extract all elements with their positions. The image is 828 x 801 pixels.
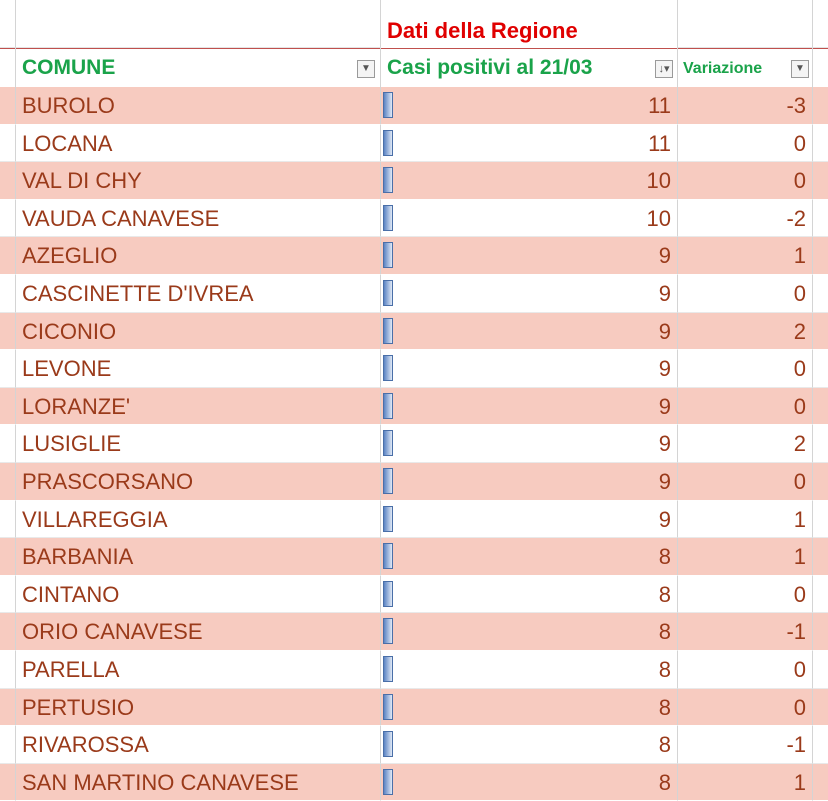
header-casi-label: Casi positivi al 21/03: [387, 56, 593, 79]
cell-casi[interactable]: [381, 237, 678, 275]
comune-name: VAL DI CHY: [22, 168, 142, 194]
comune-name: LOCANA: [22, 130, 113, 156]
cell-casi[interactable]: [381, 501, 678, 539]
cell-casi[interactable]: [381, 87, 678, 125]
cell-comune[interactable]: [16, 237, 381, 275]
cell[interactable]: [813, 463, 828, 501]
variazione-value: 0: [793, 130, 806, 156]
cell-comune[interactable]: [16, 501, 381, 539]
header-variazione[interactable]: [678, 48, 813, 87]
data-bar: [383, 242, 393, 268]
cell[interactable]: [0, 162, 16, 200]
casi-value: 8: [658, 769, 671, 795]
cell[interactable]: [813, 726, 828, 764]
cell-casi[interactable]: [381, 538, 678, 576]
casi-value: 8: [658, 657, 671, 682]
cell-casi[interactable]: [381, 613, 678, 651]
variazione-value: 0: [793, 393, 806, 419]
cell[interactable]: [813, 48, 828, 87]
data-bar: [383, 430, 393, 456]
variazione-value: 0: [793, 168, 806, 194]
cell-comune[interactable]: [16, 125, 381, 163]
comune-name: LEVONE: [22, 356, 112, 382]
data-bar: [383, 543, 393, 569]
casi-value: 8: [658, 732, 671, 758]
cell[interactable]: [0, 313, 16, 351]
comune-name: VILLAREGGIA: [22, 506, 168, 532]
table-row: [0, 651, 828, 689]
cell-variazione[interactable]: [678, 689, 813, 727]
data-bar: [383, 92, 393, 118]
cell-casi[interactable]: [381, 651, 678, 689]
cell[interactable]: [813, 350, 828, 388]
cell[interactable]: [0, 125, 16, 163]
cell[interactable]: [813, 651, 828, 689]
table-row: [0, 538, 828, 576]
casi-value: 9: [658, 318, 671, 344]
cell-comune[interactable]: [16, 651, 381, 689]
cell-variazione[interactable]: [678, 87, 813, 125]
header-casi[interactable]: [381, 48, 678, 87]
table-row: [0, 275, 828, 313]
cell-comune[interactable]: [16, 538, 381, 576]
cell-variazione[interactable]: [678, 538, 813, 576]
comune-name: PERTUSIO: [22, 694, 135, 720]
table-row: [0, 313, 828, 351]
cell[interactable]: [0, 425, 16, 463]
comune-name: PRASCORSANO: [22, 469, 194, 494]
cell[interactable]: [813, 689, 828, 727]
casi-value: 8: [658, 544, 671, 570]
comune-name: BARBANIA: [22, 544, 134, 570]
cell-casi[interactable]: [381, 576, 678, 614]
casi-value: 8: [658, 694, 671, 720]
cell[interactable]: [0, 275, 16, 313]
cell-variazione[interactable]: [678, 463, 813, 501]
header-variazione-label: Variazione: [683, 60, 763, 77]
cell[interactable]: [0, 48, 16, 87]
variazione-value: 1: [793, 544, 806, 570]
cell-casi[interactable]: [381, 425, 678, 463]
data-bar: [383, 581, 393, 607]
cell[interactable]: [0, 350, 16, 388]
cell-comune[interactable]: [16, 87, 381, 125]
cell[interactable]: [813, 425, 828, 463]
comune-name: AZEGLIO: [22, 243, 118, 269]
variazione-value: 2: [793, 431, 806, 457]
cell[interactable]: [16, 0, 381, 48]
table-row: [0, 125, 828, 163]
cell[interactable]: [813, 0, 828, 48]
cell-variazione[interactable]: [678, 162, 813, 200]
comune-name: ORIO CANAVESE: [22, 619, 203, 645]
cell[interactable]: [813, 538, 828, 576]
table-row: [0, 463, 828, 501]
casi-value: 9: [658, 243, 671, 269]
comune-name: LUSIGLIE: [22, 431, 122, 457]
variazione-value: -2: [786, 205, 806, 231]
cell-comune[interactable]: [16, 275, 381, 313]
cell[interactable]: [813, 764, 828, 801]
variazione-value: 0: [793, 694, 806, 720]
casi-value: 10: [646, 168, 671, 194]
cell[interactable]: [813, 613, 828, 651]
header-row: [0, 48, 828, 88]
table-title: Dati della Regione: [387, 18, 578, 43]
cell-variazione[interactable]: [678, 313, 813, 351]
data-bar: [383, 280, 393, 306]
cell[interactable]: [0, 651, 16, 689]
cell-casi[interactable]: [381, 275, 678, 313]
casi-value: 9: [658, 506, 671, 532]
cell-comune[interactable]: [16, 463, 381, 501]
table-row: [0, 200, 828, 238]
cell-variazione[interactable]: [678, 388, 813, 426]
cell[interactable]: [0, 501, 16, 539]
comune-name: CINTANO: [22, 581, 120, 607]
cell[interactable]: [0, 237, 16, 275]
cell[interactable]: [813, 275, 828, 313]
data-bar: [383, 393, 393, 419]
table-row: [0, 613, 828, 651]
data-bar: [383, 618, 393, 644]
cell-variazione[interactable]: [678, 425, 813, 463]
table-row: [0, 237, 828, 275]
variazione-value: 1: [793, 769, 806, 795]
cell-casi[interactable]: [381, 764, 678, 801]
data-bar: [383, 769, 393, 795]
table-row: [0, 576, 828, 614]
variazione-value: 0: [793, 657, 806, 682]
comune-name: VAUDA CANAVESE: [22, 205, 220, 231]
comune-name: CASCINETTE D'IVREA: [22, 281, 254, 306]
variazione-value: -1: [786, 619, 806, 645]
cell-variazione[interactable]: [678, 125, 813, 163]
cell-casi[interactable]: [381, 162, 678, 200]
title-row: [0, 0, 828, 49]
cell-casi[interactable]: [381, 726, 678, 764]
variazione-value: 0: [793, 581, 806, 607]
cell[interactable]: [0, 200, 16, 238]
cell-comune[interactable]: [16, 350, 381, 388]
cell-casi[interactable]: [381, 200, 678, 238]
comune-name: SAN MARTINO CANAVESE: [22, 769, 299, 795]
cell-comune[interactable]: [16, 726, 381, 764]
data-bar: [383, 656, 393, 682]
cell-variazione[interactable]: [678, 350, 813, 388]
cell-casi[interactable]: [381, 350, 678, 388]
variazione-value: 0: [793, 281, 806, 306]
data-bar: [383, 468, 393, 494]
comune-name: PARELLA: [22, 657, 120, 682]
cell-comune[interactable]: [16, 689, 381, 727]
casi-value: 9: [658, 469, 671, 494]
cell[interactable]: [0, 726, 16, 764]
variazione-value: 0: [793, 356, 806, 382]
comune-name: LORANZE': [22, 393, 131, 419]
casi-value: 8: [658, 619, 671, 645]
comune-name: BUROLO: [22, 93, 115, 118]
cell-variazione[interactable]: [678, 613, 813, 651]
cell-variazione[interactable]: [678, 501, 813, 539]
casi-value: 8: [658, 581, 671, 607]
cell-variazione[interactable]: [678, 237, 813, 275]
data-bar: [383, 130, 393, 156]
cell[interactable]: [0, 576, 16, 614]
variazione-value: 0: [793, 469, 806, 494]
data-bar: [383, 355, 393, 381]
title-cell[interactable]: [381, 0, 678, 48]
data-bar: [383, 318, 393, 344]
variazione-value: 2: [793, 318, 806, 344]
cell[interactable]: [678, 0, 813, 48]
cell[interactable]: [0, 538, 16, 576]
cell-variazione[interactable]: [678, 275, 813, 313]
cell[interactable]: [0, 388, 16, 426]
cell-variazione[interactable]: [678, 576, 813, 614]
cell-casi[interactable]: [381, 463, 678, 501]
table-row: [0, 425, 828, 463]
cell[interactable]: [813, 388, 828, 426]
cell[interactable]: [813, 576, 828, 614]
cell-comune[interactable]: [16, 388, 381, 426]
casi-value: 9: [658, 356, 671, 382]
casi-value: 11: [648, 130, 671, 156]
cell-comune[interactable]: [16, 425, 381, 463]
cell[interactable]: [813, 125, 828, 163]
table-row: [0, 726, 828, 764]
cell[interactable]: [0, 463, 16, 501]
cell-comune[interactable]: [16, 576, 381, 614]
data-bar: [383, 694, 393, 720]
cell[interactable]: [0, 689, 16, 727]
cell[interactable]: [813, 313, 828, 351]
cell[interactable]: [813, 501, 828, 539]
cell-casi[interactable]: [381, 125, 678, 163]
variazione-value: 1: [793, 506, 806, 532]
comune-name: RIVAROSSA: [22, 732, 149, 758]
data-bar: [383, 506, 393, 532]
filter-dropdown-icon[interactable]: ▼: [791, 60, 809, 78]
cell[interactable]: [813, 87, 828, 125]
cell[interactable]: [813, 162, 828, 200]
cell[interactable]: [0, 764, 16, 801]
cell[interactable]: [0, 613, 16, 651]
variazione-value: -3: [786, 93, 806, 118]
comune-name: CICONIO: [22, 318, 117, 344]
sort-descending-filter-icon[interactable]: ↓▾: [655, 60, 673, 78]
table-row: [0, 162, 828, 200]
cell-comune[interactable]: [16, 313, 381, 351]
data-bar: [383, 167, 393, 193]
cell-casi[interactable]: [381, 388, 678, 426]
cell-comune[interactable]: [16, 764, 381, 801]
table-row: [0, 764, 828, 801]
cell[interactable]: [0, 87, 16, 125]
header-comune-label: COMUNE: [22, 56, 116, 79]
cell[interactable]: [813, 237, 828, 275]
cell-variazione[interactable]: [678, 651, 813, 689]
casi-value: 11: [648, 93, 671, 118]
casi-value: 10: [646, 205, 671, 231]
cell[interactable]: [0, 0, 16, 48]
variazione-value: 1: [793, 243, 806, 269]
table-row: [0, 87, 828, 125]
cell-comune[interactable]: [16, 200, 381, 238]
casi-value: 9: [658, 281, 671, 306]
filter-dropdown-icon[interactable]: ▼: [357, 60, 375, 78]
variazione-value: -1: [786, 732, 806, 758]
table-row: [0, 501, 828, 539]
data-bar: [383, 205, 393, 231]
cell-variazione[interactable]: [678, 200, 813, 238]
casi-value: 9: [658, 393, 671, 419]
table-row: [0, 689, 828, 727]
cell-casi[interactable]: [381, 689, 678, 727]
cell-variazione[interactable]: [678, 726, 813, 764]
header-comune[interactable]: [16, 48, 381, 87]
casi-value: 9: [658, 431, 671, 457]
table-row: [0, 350, 828, 388]
cell-variazione[interactable]: [678, 764, 813, 801]
table-row: [0, 388, 828, 426]
cell-comune[interactable]: [16, 613, 381, 651]
data-bar: [383, 731, 393, 757]
cell-comune[interactable]: [16, 162, 381, 200]
cell[interactable]: [813, 200, 828, 238]
cell-casi[interactable]: [381, 313, 678, 351]
